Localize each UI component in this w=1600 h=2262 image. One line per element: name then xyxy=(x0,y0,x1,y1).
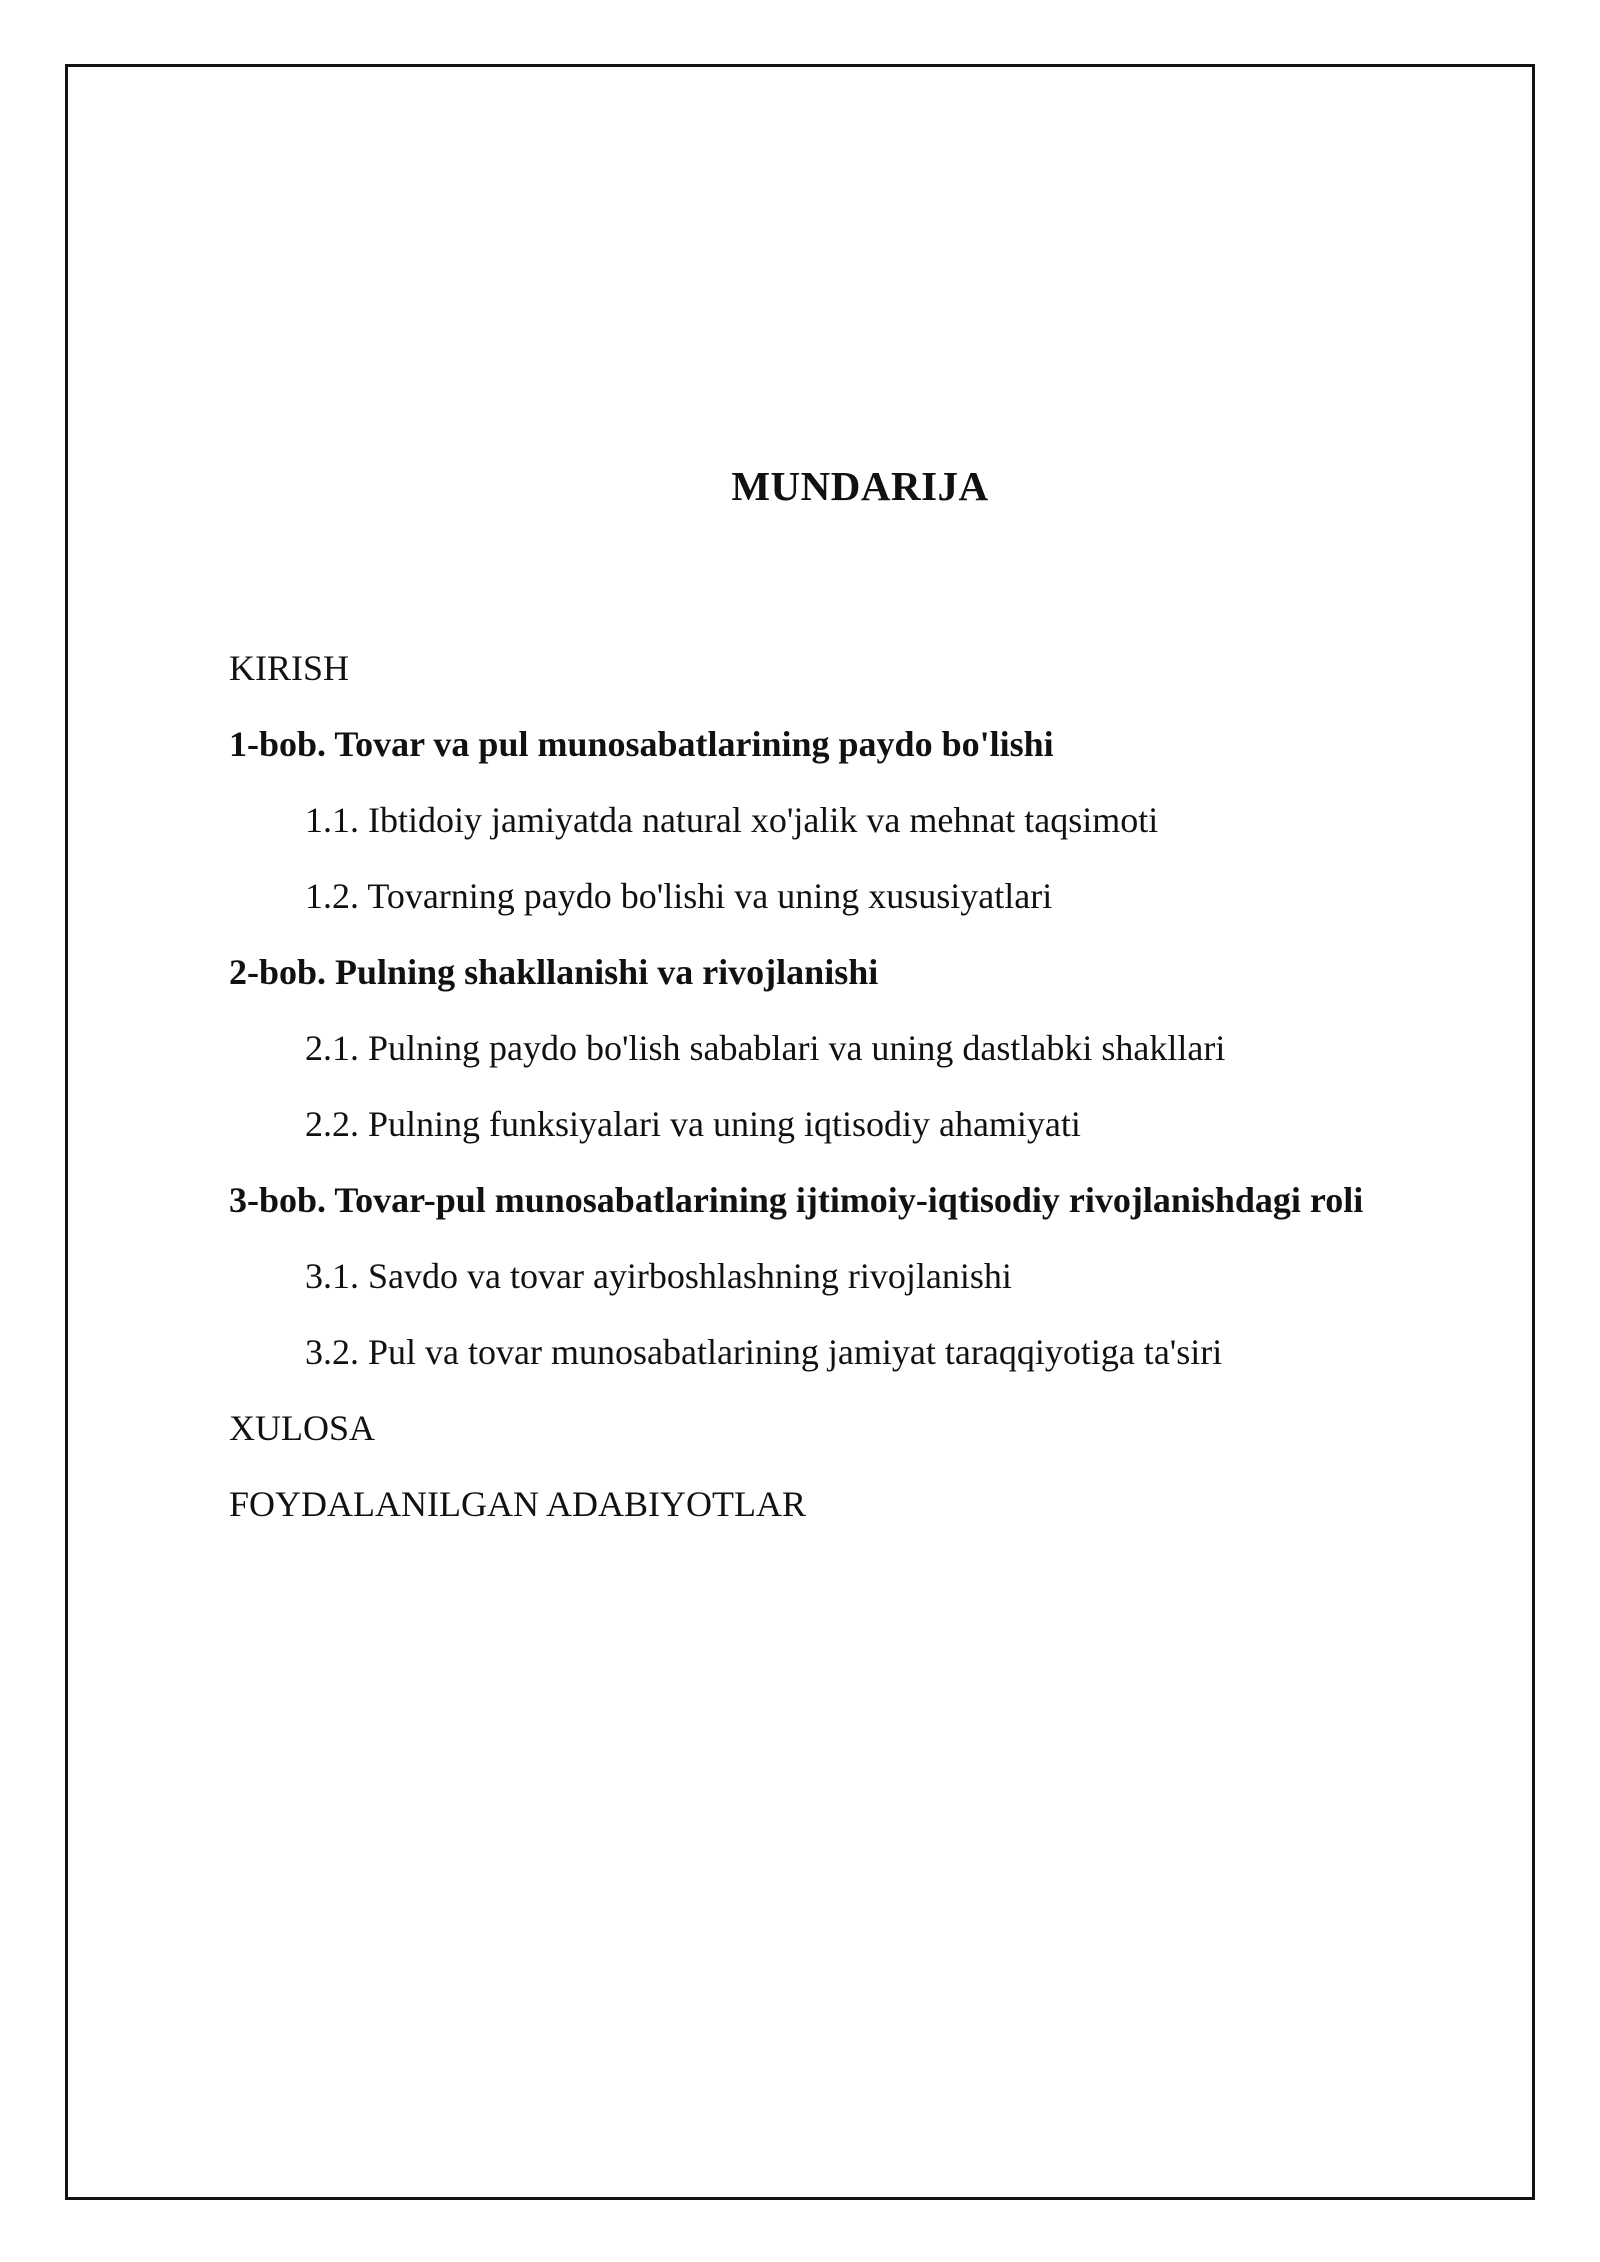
toc-section-3-1: 3.1. Savdo va tovar ayirboshlashning rivojlanishi xyxy=(305,1256,1012,1296)
page-title: MUNDARIJA xyxy=(731,463,989,509)
toc-section-2-2: 2.2. Pulning funksiyalari va uning iqtisodiy ahamiyati xyxy=(305,1104,1081,1144)
toc-section-3-2: 3.2. Pul va tovar munosabatlarining jamiyat taraqqiyotiga ta'siri xyxy=(305,1332,1223,1372)
toc-chapter-1: 1-bob. Tovar va pul munosabatlarining paydo bo'lishi xyxy=(229,724,1054,764)
toc-section-1-1: 1.1. Ibtidoiy jamiyatda natural xo'jalik va mehnat taqsimoti xyxy=(305,800,1159,840)
toc-chapter-3: 3-bob. Tovar-pul munosabatlarining ijtimoiy-iqtisodiy rivojlanishdagi roli xyxy=(229,1180,1364,1220)
toc-entry-conclusion: XULOSA xyxy=(229,1408,376,1448)
toc-chapter-2: 2-bob. Pulning shakllanishi va rivojlanishi xyxy=(229,952,879,992)
toc-entry-introduction: KIRISH xyxy=(229,648,350,688)
table-of-contents xyxy=(229,640,1509,1552)
toc-entry-references: FOYDALANILGAN ADABIYOTLAR xyxy=(229,1484,806,1524)
toc-section-2-1: 2.1. Pulning paydo bo'lish sabablari va uning dastlabki shakllari xyxy=(305,1028,1226,1068)
toc-section-1-2: 1.2. Tovarning paydo bo'lishi va uning xususiyatlari xyxy=(305,876,1053,916)
